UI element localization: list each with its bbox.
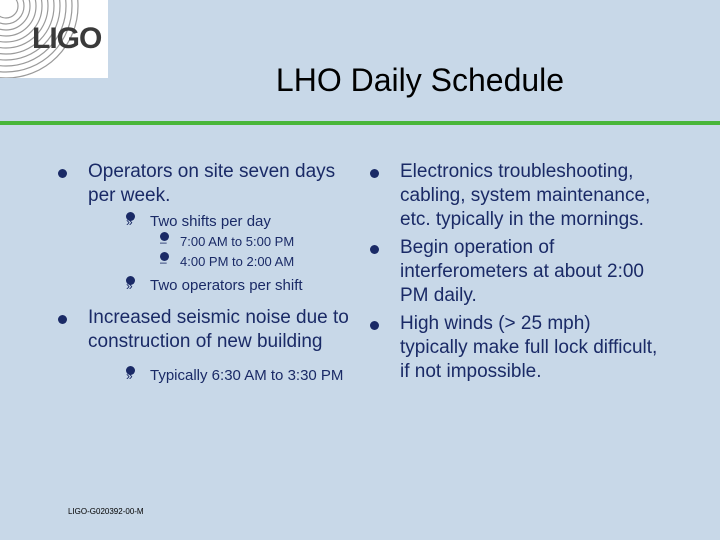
bullet-text: Begin operation of interferometers at about 2:00 PM daily. [400, 237, 644, 306]
bullet-dot-icon [370, 245, 379, 254]
left-column [58, 160, 358, 396]
logo-text: LIGO [32, 22, 102, 55]
bullet-dot-icon [58, 315, 67, 324]
bullet-interferometers [370, 236, 660, 308]
bullet-operators [58, 160, 358, 296]
bullet-text: Operators on site seven days per week. [88, 161, 336, 206]
sub-bullet-text: Typically 6:30 AM to 3:30 PM [150, 367, 344, 384]
bullet-dot-icon [370, 169, 379, 178]
ligo-logo [0, 0, 108, 78]
title-divider [0, 121, 720, 125]
detail-text: 7:00 AM to 5:00 PM [180, 234, 295, 249]
bullet-high-winds [370, 312, 660, 384]
bullet-text: Increased seismic noise due to construction of new building [88, 307, 349, 352]
dash-bullet-icon: – [160, 232, 169, 241]
chevron-bullet-icon: » [126, 366, 135, 375]
slide-title: LHO Daily Schedule [275, 62, 565, 98]
detail-bullet-shift-1 [88, 232, 358, 252]
bullet-text: High winds (> 25 mph) typically make full lock difficult, if not impossible. [400, 313, 658, 382]
sub-bullet-shifts [88, 212, 358, 272]
bullet-dot-icon [58, 169, 67, 178]
sub-bullet-text: Two operators per shift [150, 277, 303, 294]
chevron-bullet-icon: » [126, 212, 135, 221]
sub-bullet-seismic-hours [88, 366, 358, 386]
document-id: LIGO-G020392-00-M [68, 507, 144, 516]
bullet-seismic-noise [58, 306, 358, 386]
right-column [370, 160, 660, 394]
sub-bullet-operators-per-shift [88, 276, 358, 296]
bullet-electronics [370, 160, 660, 232]
bullet-dot-icon [370, 321, 379, 330]
bullet-text: Electronics troubleshooting, cabling, system maintenance, etc. typically in the mornings. [400, 161, 651, 230]
detail-text: 4:00 PM to 2:00 AM [180, 254, 295, 269]
sub-bullet-text: Two shifts per day [150, 213, 271, 230]
detail-bullet-shift-2 [88, 252, 358, 272]
chevron-bullet-icon: » [126, 276, 135, 285]
dash-bullet-icon: – [160, 252, 169, 261]
